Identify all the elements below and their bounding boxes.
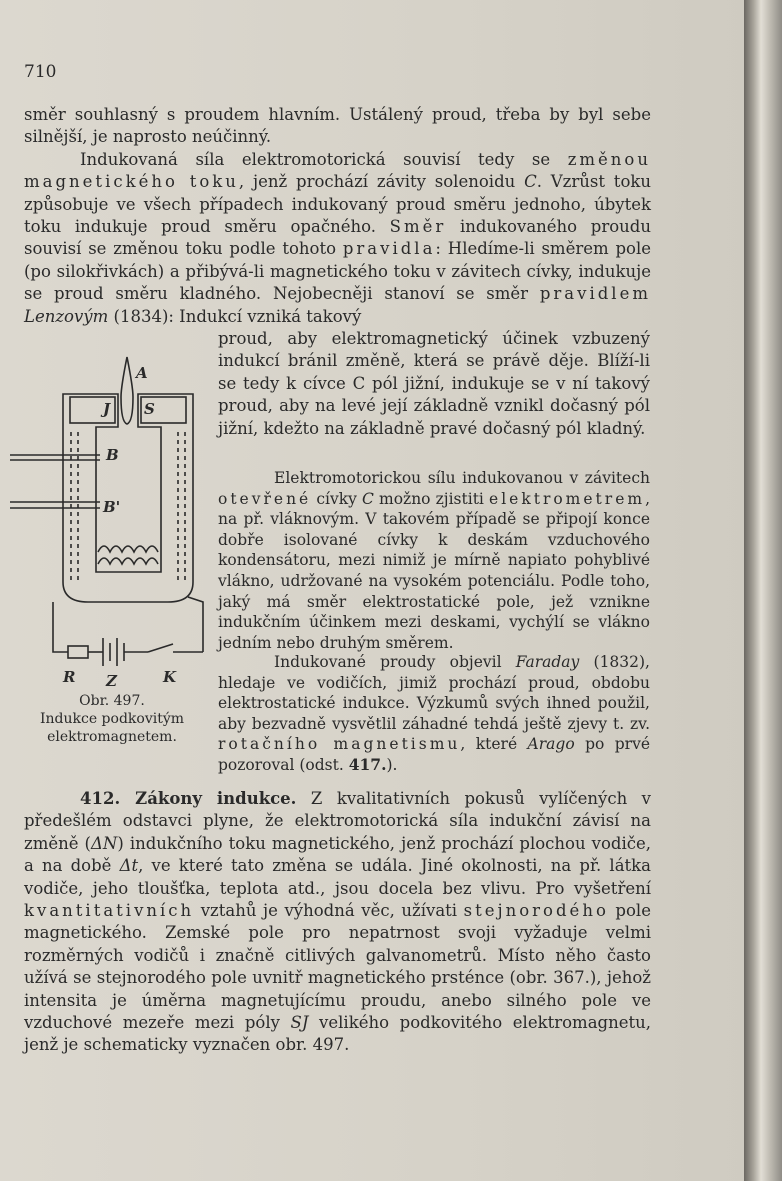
section-412: 412. Zákony indukce. Z kvalitativních pokusů vylíčených v předešlém odstavci plyne, že elektromotorická síla indukční závisí na změně (ΔN) indukčního toku magnetického, jenž prochází plochou vodiče, a na době Δt, ve které tato změna se udála. Jiné okolnosti, na př. látka vodiče, jeho tloušťka, teplota atd., jsou docela bez vlivu. Pro vyšetření kvantitativních vztahů je výhodná věc, užívati stejnorodého pole magnetického. Zemské pole pro nepatrnost svoji vyžaduje velmi rozměrných vodičů i značně citlivých galvanometrů. Místo něho často užívá se stejnorodého pole uvnitř magnetického prsténce (obr. 367.), jehož intensita je úměrna magnetujícímu proudu, anebo silného pole ve vzduchové mezeře mezi póly SJ velikého podkovitého elektromagnetu, jenž je schematicky vyznačen obr. 497. — [24, 789, 652, 1055]
fiber-a — [121, 357, 133, 424]
caption-line-1: Indukce podkovitým — [39, 711, 185, 727]
label-s: S — [144, 400, 155, 418]
page-edge — [744, 0, 782, 1181]
page-number: 710 — [24, 62, 57, 82]
resistor — [68, 646, 88, 658]
label-k: K — [163, 668, 177, 686]
figure-497-electromagnet — [8, 352, 213, 692]
paragraph-3: Elektromotorickou sílu indukovanou v závitech otevřené cívky C možno zjistiti elektrometrem, na př. vláknovým. V takovém případě se připojí konce dobře isolované cívky k deskám vzduchového kondensátoru, mezi nimiž je mírně napiato pohyblivé vlákno, udržované na vysokém potenciálu. Podle toho, jaký má směr elektrostatické pole, jež vznikne indukčním účinkem mezi deskami, vychýlí se vlákno jedním nebo druhým směrem. — [218, 469, 650, 652]
caption-number: Obr. 497. — [79, 693, 145, 709]
winding-coils — [98, 546, 158, 564]
text-block-top — [24, 104, 651, 328]
label-r: R — [63, 668, 76, 686]
paragraph-2: Indukovaná síla elektromotorická souvisí tedy se změnou magnetického toku, jenž prochází závity solenoidu C. Vzrůst toku způsobuje ve všech případech indukovaný proud směru jednoho, úbytek toku indukuje proud směru opačného. Směr indukovaného proudu souvisí se změnou toku podle tohoto pravidla: Hledíme-li směrem pole (po silokřivkách) a přibývá-li magnetického toku v závitech cívky, indukuje se proud směru kladného. Nejobecněji stanoví se směr pravidlem Lenzovým (1834): Indukcí vzniká takový — [24, 149, 651, 326]
label-b-prime: B' — [103, 498, 121, 516]
paragraph-1: směr souhlasný s proudem hlavním. Ustálený proud, třeba by byl sebe silnější, je naprosto neúčinný. — [24, 105, 651, 147]
caption-line-2: elektromagnetem. — [47, 729, 177, 745]
switch-k — [148, 644, 173, 652]
label-j: J — [103, 400, 111, 418]
label-z: Z — [106, 672, 117, 690]
section-heading: 412. Zákony indukce. — [80, 789, 297, 808]
label-b: B — [106, 446, 119, 464]
horseshoe-magnet — [63, 394, 193, 602]
label-a: A — [136, 364, 148, 382]
paragraph-2-continued: proud, aby elektromagnetický účinek vzbuzený indukcí bránil změně, která se právě děje. Blíží-li se tedy k cívce C pól jižní, indukuje se v ní takový proud, aby na levé její základně vznikl dočasný pól jižní, kdežto na základně pravé dočasný pól kladný. — [218, 329, 650, 438]
paragraph-4: Indukované proudy objevil Faraday (1832), hledaje ve vodičích, jimiž prochází proud, obdobu elektrostatické indukce. Výzkumů svých ihned použil, aby bezvadně vysvětlil záhadné tehdá ještě zjevy t. zv. rotačního magnetismu, které Arago po prvé pozoroval (odst. 417.). — [218, 653, 650, 774]
figure-caption — [22, 692, 202, 746]
